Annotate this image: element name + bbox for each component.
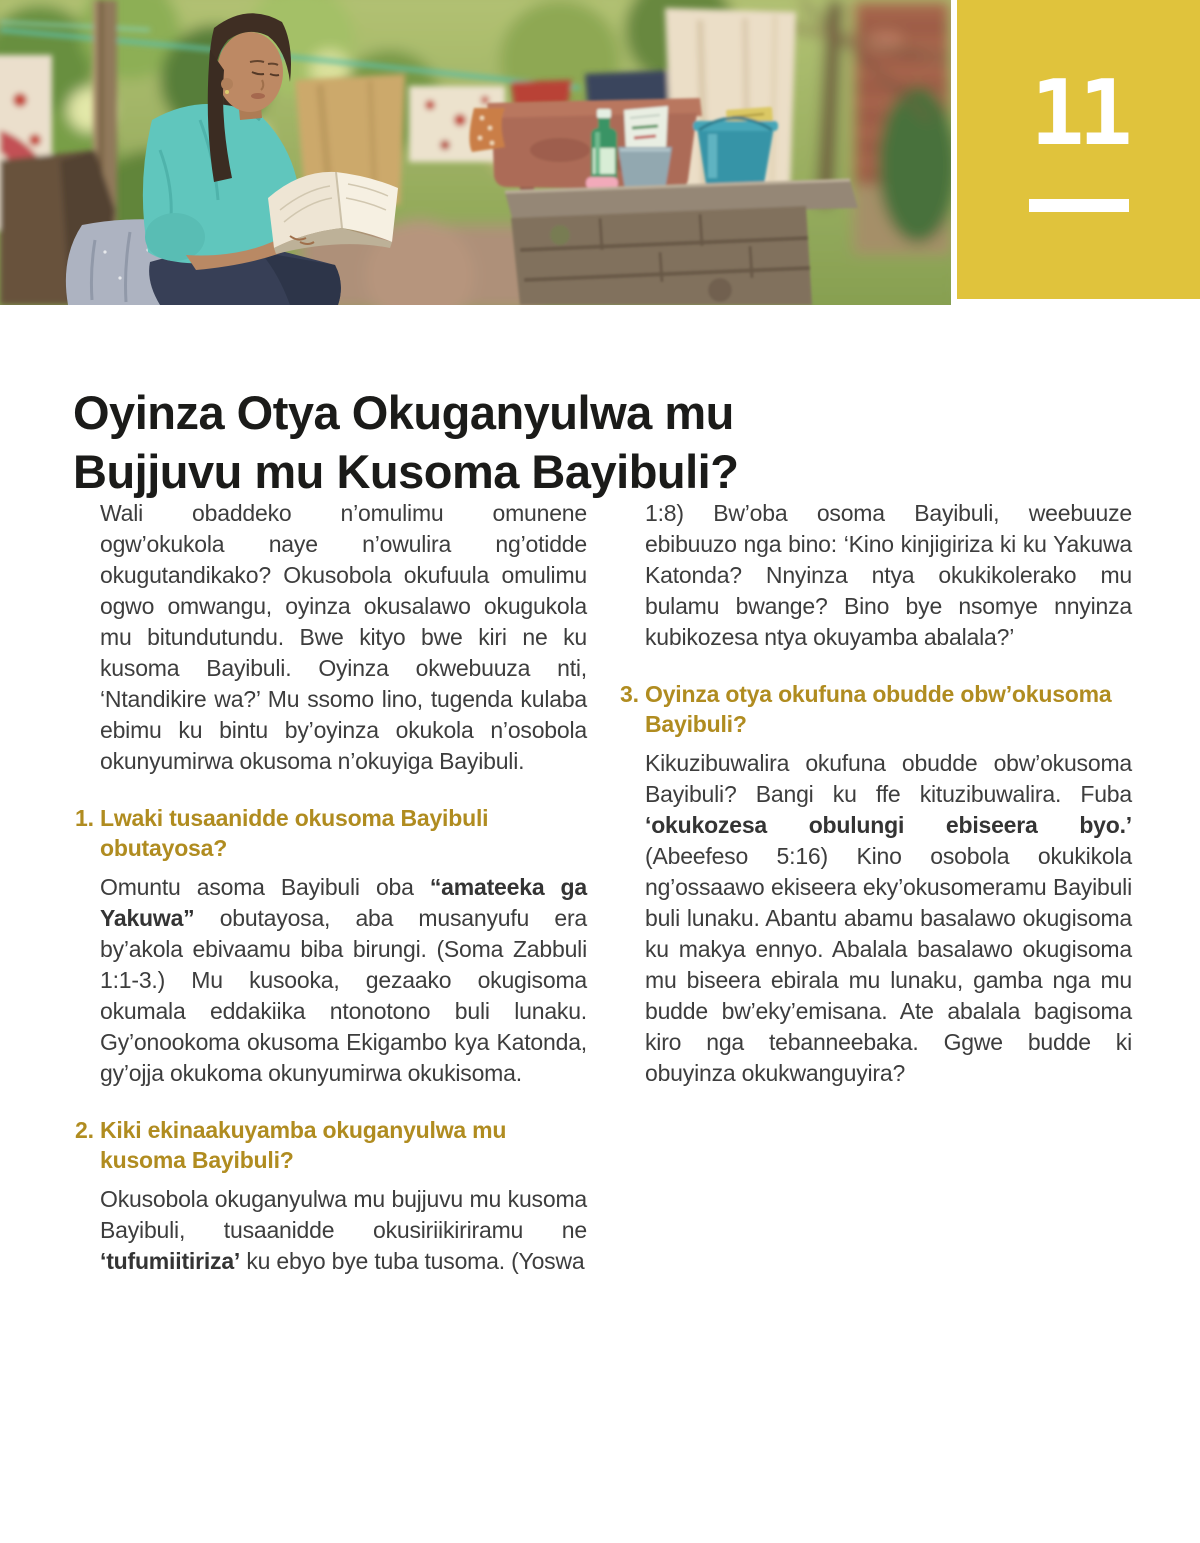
lesson-number-underline (1029, 199, 1129, 212)
page-title-line1: Oyinza Otya Okuganyulwa mu (73, 386, 734, 440)
section3-text-a: Kikuzibuwalira okufuna obudde obw’okusoma Bayibuli? Bangi ku ffe kituzibuwalira. Fuba (645, 750, 1132, 807)
section1-bold-phrase: “amateeka ga Yakuwa” (100, 874, 587, 931)
section1-heading (75, 803, 587, 863)
section2-bold-phrase: ‘tufumiitiriza’ (100, 1248, 241, 1274)
lesson-photo (0, 0, 951, 305)
intro-paragraph: Wali obaddeko n’omulimu omunene ogw’okukola naye n’owulira ng’otidde okugutandikako? Okusobola okufuula omulimu ogwo omwangu, oyinza okusalawo okugukola mu bitundutundu. Bwe kityo bwe kiri ne ku kusoma Bayibuli. Oyinza okwebuuza nti, ‘Ntandikire wa?’ Mu ssomo lino, tugenda kulaba ebimu ku bintu by’oyinza okukola n’osobola okunyumirwa okusoma n’okuyiga Bayibuli. (100, 500, 587, 774)
light-overlay (0, 0, 951, 305)
section3-heading-text: Oyinza otya okufuna obudde obw’okusoma Bayibuli? (645, 681, 1112, 737)
section3-paragraph (645, 748, 1132, 1089)
page-title (73, 383, 933, 501)
section2-text-b: ku ebyo bye tuba tusoma. (Yoswa (240, 1248, 585, 1274)
left-column (75, 498, 587, 1303)
section1-paragraph (100, 872, 587, 1089)
section2-heading (75, 1115, 587, 1175)
photo-illustration (0, 0, 951, 305)
page-title-line2: Bujjuvu mu Kusoma Bayibuli? (73, 445, 739, 499)
section1-text-a: Omuntu asoma Bayibuli oba (100, 874, 430, 900)
section2-text-a: Okusobola okuganyulwa mu bujjuvu mu kusoma Bayibuli, tusaanidde okusiriikiriramu ne (100, 1186, 587, 1243)
lesson-number-badge (957, 0, 1200, 299)
lesson-number: 11 (1030, 61, 1127, 166)
section1-text-b: obutayosa, aba musanyufu era by’akola ebivaamu biba birungi. (Soma Zabbuli 1:1-3.) Mu kusooka, gezaako okugisoma okumala eddakiika ntonotono buli lunaku. Gy’onookoma okusoma Ekigambo kya Katonda, gy’ojja okukoma okunyumirwa okukisoma. (100, 905, 587, 1086)
section3-text-b: (Abeefeso 5:16) Kino osobola okukikola ng’ossaawo ekiseera eky’okusomeramu Bayibuli buli lunaku. Abantu abamu basalawo okugisoma ku makya ennyo. Abalala basalawo okugisoma mu biseera ebirala mu lunaku, gamba nga mu budde bw’eky’emisana. Ate abalala bagisoma kiro nga tebanneebaka. Ggwe budde ki obuyinza okukwanguyira? (645, 843, 1132, 1086)
right-column (620, 498, 1132, 1115)
section1-heading-text: Lwaki tusaanidde okusoma Bayibuli obutayosa? (100, 805, 489, 861)
section2-continued-paragraph: 1:8) Bw’oba osoma Bayibuli, weebuuze ebibuuzo nga bino: ‘Kino kinjigiriza ki ku Yakuwa Katonda? Nnyinza ntya okukikolerako mu bulamu bwange? Bino bye nsomye nnyinza kubikozesa ntya okuyamba abalala?’ (645, 500, 1132, 650)
section2-paragraph (100, 1184, 587, 1277)
section3-bold-phrase: ‘okukozesa obulungi ebiseera byo.’ (645, 812, 1132, 838)
section3-heading (620, 679, 1132, 739)
section2-number: 2. (75, 1117, 94, 1143)
section3-number: 3. (620, 681, 639, 707)
section2-heading-text: Kiki ekinaakuyamba okuganyulwa mu kusoma Bayibuli? (100, 1117, 507, 1173)
section1-number: 1. (75, 805, 94, 831)
